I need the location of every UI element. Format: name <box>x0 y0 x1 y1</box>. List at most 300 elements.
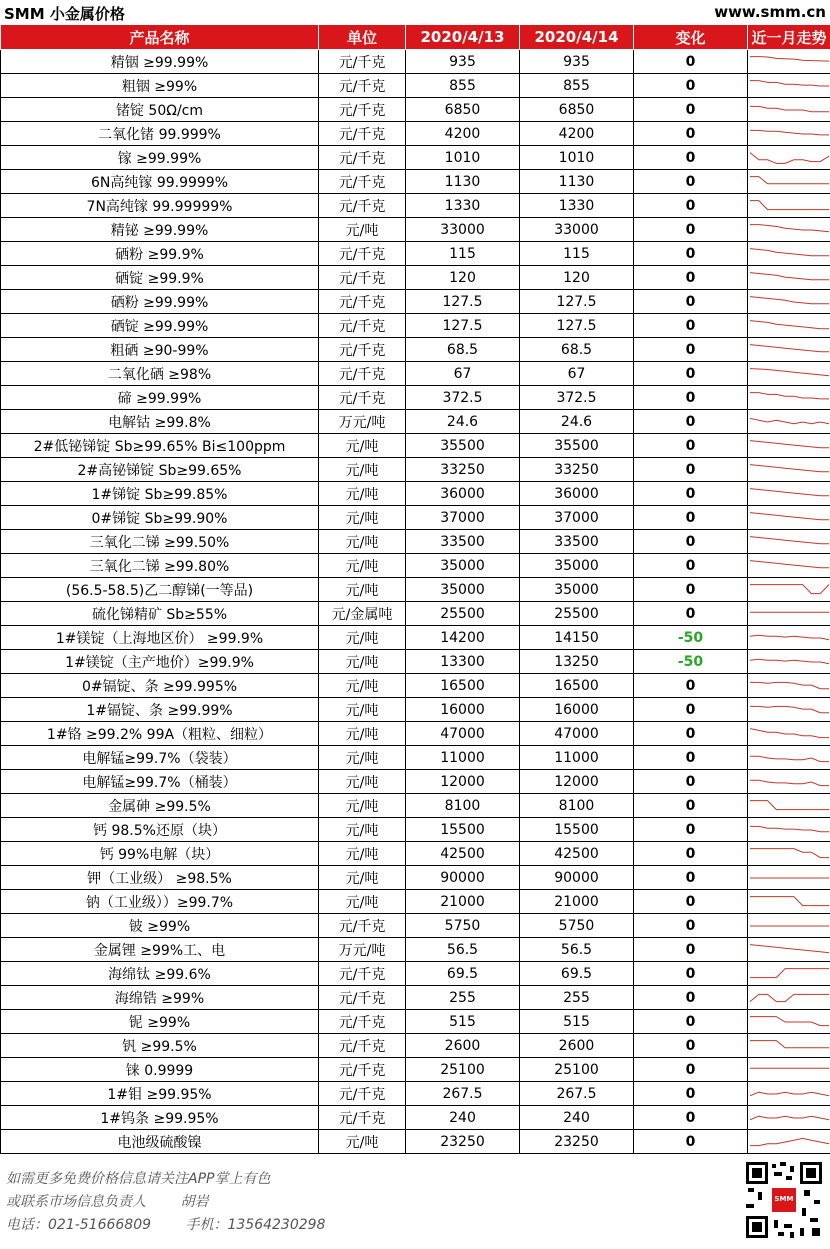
table-row <box>1 50 830 74</box>
trend-sparkline <box>748 890 830 914</box>
trend-sparkline <box>748 746 830 770</box>
price-date1: 35000 <box>406 578 520 602</box>
table-row <box>1 170 830 194</box>
price-date1: 15500 <box>406 818 520 842</box>
trend-sparkline-graphic <box>748 291 830 313</box>
trend-line <box>750 728 829 737</box>
trend-sparkline <box>748 1106 830 1130</box>
price-change: 0 <box>634 866 748 890</box>
unit: 元/千克 <box>319 50 406 74</box>
trend-sparkline <box>748 914 830 938</box>
trend-line <box>750 800 829 809</box>
qr-code[interactable] <box>744 1160 824 1240</box>
price-date2: 935 <box>520 50 634 74</box>
price-date1: 42500 <box>406 842 520 866</box>
unit: 元/千克 <box>319 98 406 122</box>
price-change: 0 <box>634 1130 748 1154</box>
price-change: 0 <box>634 698 748 722</box>
trend-line <box>750 1116 829 1120</box>
price-change: 0 <box>634 1082 748 1106</box>
trend-sparkline <box>748 362 830 386</box>
trend-line <box>750 248 829 255</box>
trend-line <box>750 780 829 785</box>
unit: 元/吨 <box>319 530 406 554</box>
product-name: 1#钼 ≥99.95% <box>1 1082 319 1106</box>
trend-line <box>750 1016 829 1025</box>
trend-sparkline-graphic <box>748 939 830 961</box>
trend-sparkline-graphic <box>748 771 830 793</box>
footer-app-note: 如需更多免费价格信息请关注APP掌上有色 <box>6 1171 271 1187</box>
table-row <box>1 122 830 146</box>
unit: 元/千克 <box>319 986 406 1010</box>
unit: 元/吨 <box>319 698 406 722</box>
unit: 元/吨 <box>319 746 406 770</box>
price-date2: 21000 <box>520 890 634 914</box>
footer-line-3 <box>6 1214 325 1237</box>
table-row <box>1 842 830 866</box>
unit: 元/千克 <box>319 962 406 986</box>
trend-sparkline-graphic <box>748 219 830 241</box>
price-change: 0 <box>634 578 748 602</box>
price-date2: 8100 <box>520 794 634 818</box>
trend-line <box>750 368 829 375</box>
table-row <box>1 938 830 962</box>
table-row <box>1 410 830 434</box>
trend-sparkline <box>748 506 830 530</box>
trend-sparkline <box>748 290 830 314</box>
trend-sparkline-graphic <box>748 987 830 1009</box>
product-name: 2#低铋锑锭 Sb≥99.65% Bi≤100ppm <box>1 434 319 458</box>
trend-sparkline <box>748 170 830 194</box>
trend-line <box>750 706 829 712</box>
price-date2: 115 <box>520 242 634 266</box>
price-date2: 5750 <box>520 914 634 938</box>
price-change: 0 <box>634 674 748 698</box>
price-date1: 67 <box>406 362 520 386</box>
col-header-name: 产品名称 <box>1 25 319 50</box>
product-name: 0#锑锭 Sb≥99.90% <box>1 506 319 530</box>
price-change: 0 <box>634 962 748 986</box>
product-name: 电解钴 ≥99.8% <box>1 410 319 434</box>
price-date2: 1010 <box>520 146 634 170</box>
price-date2: 127.5 <box>520 314 634 338</box>
trend-line <box>750 635 829 640</box>
trend-sparkline <box>748 770 830 794</box>
trend-sparkline-graphic <box>748 1011 830 1033</box>
unit: 元/吨 <box>319 218 406 242</box>
product-name: 电解锰≥99.7%（桶装） <box>1 770 319 794</box>
trend-sparkline <box>748 74 830 98</box>
price-date2: 13250 <box>520 650 634 674</box>
price-date1: 35500 <box>406 434 520 458</box>
trend-line <box>750 848 829 857</box>
product-name: 硒粉 ≥99.9% <box>1 242 319 266</box>
trend-line <box>750 682 829 688</box>
trend-line <box>750 106 829 111</box>
unit: 元/吨 <box>319 626 406 650</box>
trend-line <box>750 200 829 209</box>
table-row <box>1 626 830 650</box>
price-date1: 35000 <box>406 554 520 578</box>
trend-sparkline-graphic <box>748 147 830 169</box>
price-date2: 25100 <box>520 1058 634 1082</box>
footer-mobile: 手机：13564230298 <box>185 1217 326 1233</box>
trend-line <box>750 152 829 163</box>
unit: 元/千克 <box>319 362 406 386</box>
product-name: (56.5-58.5)乙二醇锑(一等品) <box>1 578 319 602</box>
trend-sparkline <box>748 98 830 122</box>
trend-line <box>750 272 829 279</box>
trend-sparkline-graphic <box>748 675 830 697</box>
price-date1: 69.5 <box>406 962 520 986</box>
price-change: 0 <box>634 722 748 746</box>
trend-sparkline-graphic <box>748 795 830 817</box>
trend-sparkline-graphic <box>748 315 830 337</box>
trend-line <box>750 536 829 543</box>
trend-sparkline <box>748 842 830 866</box>
price-date1: 855 <box>406 74 520 98</box>
product-name: 海绵锆 ≥99% <box>1 986 319 1010</box>
price-change: 0 <box>634 506 748 530</box>
price-change: 0 <box>634 770 748 794</box>
price-date1: 11000 <box>406 746 520 770</box>
trend-sparkline <box>748 938 830 962</box>
price-change: 0 <box>634 410 748 434</box>
price-date1: 6850 <box>406 98 520 122</box>
price-date2: 14150 <box>520 626 634 650</box>
trend-sparkline-graphic <box>748 411 830 433</box>
col-header-change: 变化 <box>634 25 748 50</box>
unit: 元/吨 <box>319 842 406 866</box>
price-change: 0 <box>634 266 748 290</box>
table-row <box>1 98 830 122</box>
table-row <box>1 386 830 410</box>
trend-sparkline <box>748 530 830 554</box>
product-name: 电池级硫酸镍 <box>1 1130 319 1154</box>
table-row <box>1 146 830 170</box>
product-name: 铼 0.9999 <box>1 1058 319 1082</box>
price-change: 0 <box>634 338 748 362</box>
unit: 元/吨 <box>319 1130 406 1154</box>
trend-sparkline-graphic <box>748 51 830 73</box>
price-date2: 33250 <box>520 458 634 482</box>
unit: 元/千克 <box>319 74 406 98</box>
product-name: 钾（工业级） ≥98.5% <box>1 866 319 890</box>
table-row <box>1 1106 830 1130</box>
price-date1: 25100 <box>406 1058 520 1082</box>
product-name: 铌 ≥99% <box>1 1010 319 1034</box>
trend-sparkline <box>748 698 830 722</box>
trend-sparkline-graphic <box>748 267 830 289</box>
price-date2: 68.5 <box>520 338 634 362</box>
trend-line <box>750 756 829 761</box>
product-name: 粗硒 ≥90-99% <box>1 338 319 362</box>
trend-line <box>750 1040 829 1047</box>
price-change: 0 <box>634 794 748 818</box>
trend-sparkline <box>748 410 830 434</box>
col-header-date1: 2020/4/13 <box>406 25 520 50</box>
price-change: 0 <box>634 362 748 386</box>
trend-sparkline <box>748 986 830 1010</box>
price-date1: 37000 <box>406 506 520 530</box>
trend-sparkline <box>748 1082 830 1106</box>
price-date1: 12000 <box>406 770 520 794</box>
trend-sparkline-graphic <box>748 699 830 721</box>
table-row <box>1 362 830 386</box>
trend-sparkline <box>748 650 830 674</box>
price-change: 0 <box>634 1034 748 1058</box>
product-name: 硫化锑精矿 Sb≥55% <box>1 602 319 626</box>
price-date2: 120 <box>520 266 634 290</box>
price-date2: 35500 <box>520 434 634 458</box>
trend-sparkline-graphic <box>748 1131 830 1153</box>
price-change: 0 <box>634 890 748 914</box>
price-date1: 1130 <box>406 170 520 194</box>
trend-sparkline <box>748 1034 830 1058</box>
product-name: 粗铟 ≥99% <box>1 74 319 98</box>
trend-line <box>750 56 829 61</box>
price-date2: 12000 <box>520 770 634 794</box>
unit: 元/吨 <box>319 578 406 602</box>
price-date1: 25500 <box>406 602 520 626</box>
product-name: 电解锰≥99.7%（袋装） <box>1 746 319 770</box>
product-name: 0#镉锭、条 ≥99.995% <box>1 674 319 698</box>
unit: 元/千克 <box>319 1058 406 1082</box>
trend-sparkline-graphic <box>748 915 830 937</box>
trend-sparkline-graphic <box>748 363 830 385</box>
table-body <box>1 50 830 1154</box>
trend-sparkline-graphic <box>748 891 830 913</box>
unit: 万元/吨 <box>319 410 406 434</box>
price-date2: 16500 <box>520 674 634 698</box>
trend-line <box>750 80 829 85</box>
unit: 元/千克 <box>319 1082 406 1106</box>
unit: 元/千克 <box>319 914 406 938</box>
price-date2: 42500 <box>520 842 634 866</box>
price-change: 0 <box>634 386 748 410</box>
price-date1: 90000 <box>406 866 520 890</box>
trend-sparkline <box>748 554 830 578</box>
price-date2: 36000 <box>520 482 634 506</box>
product-name: 硒锭 ≥99.99% <box>1 314 319 338</box>
product-name: 硒锭 ≥99.9% <box>1 266 319 290</box>
trend-sparkline-graphic <box>748 1059 830 1081</box>
trend-sparkline-graphic <box>748 99 830 121</box>
trend-sparkline <box>748 1010 830 1034</box>
price-date2: 127.5 <box>520 290 634 314</box>
unit: 元/千克 <box>319 122 406 146</box>
price-date2: 56.5 <box>520 938 634 962</box>
unit: 万元/吨 <box>319 938 406 962</box>
price-change: 0 <box>634 602 748 626</box>
table-row <box>1 290 830 314</box>
price-date1: 16000 <box>406 698 520 722</box>
trend-sparkline-graphic <box>748 507 830 529</box>
price-date2: 16000 <box>520 698 634 722</box>
trend-line <box>750 224 829 231</box>
price-date2: 90000 <box>520 866 634 890</box>
trend-sparkline-graphic <box>748 603 830 625</box>
trend-line <box>750 176 829 183</box>
price-date2: 24.6 <box>520 410 634 434</box>
trend-sparkline-graphic <box>748 171 830 193</box>
price-date2: 515 <box>520 1010 634 1034</box>
price-date2: 15500 <box>520 818 634 842</box>
table-row <box>1 530 830 554</box>
unit: 元/吨 <box>319 770 406 794</box>
price-change: 0 <box>634 146 748 170</box>
product-name: 6N高纯镓 99.9999% <box>1 170 319 194</box>
unit: 元/吨 <box>319 674 406 698</box>
unit: 元/千克 <box>319 338 406 362</box>
unit: 元/吨 <box>319 554 406 578</box>
price-date1: 33000 <box>406 218 520 242</box>
table-row <box>1 338 830 362</box>
trend-sparkline-graphic <box>748 339 830 361</box>
trend-line <box>750 464 829 471</box>
price-change: 0 <box>634 554 748 578</box>
price-change: -50 <box>634 650 748 674</box>
price-change: 0 <box>634 98 748 122</box>
trend-sparkline <box>748 722 830 746</box>
table-header-row <box>1 25 830 50</box>
product-name: 镓 ≥99.99% <box>1 146 319 170</box>
trend-sparkline <box>748 434 830 458</box>
unit: 元/千克 <box>319 290 406 314</box>
price-change: 0 <box>634 458 748 482</box>
unit: 元/吨 <box>319 890 406 914</box>
table-row <box>1 506 830 530</box>
price-date1: 23250 <box>406 1130 520 1154</box>
price-date1: 13300 <box>406 650 520 674</box>
col-header-unit: 单位 <box>319 25 406 50</box>
price-date2: 11000 <box>520 746 634 770</box>
price-change: 0 <box>634 50 748 74</box>
trend-sparkline <box>748 122 830 146</box>
price-date1: 120 <box>406 266 520 290</box>
product-name: 1#钨条 ≥99.95% <box>1 1106 319 1130</box>
table-row <box>1 194 830 218</box>
trend-sparkline-graphic <box>748 651 830 673</box>
product-name: 硒粉 ≥99.99% <box>1 290 319 314</box>
trend-line <box>750 418 829 423</box>
product-name: 金属锂 ≥99%工、电 <box>1 938 319 962</box>
trend-sparkline <box>748 50 830 74</box>
trend-sparkline-graphic <box>748 75 830 97</box>
trend-sparkline <box>748 866 830 890</box>
unit: 元/千克 <box>319 146 406 170</box>
product-name: 铍 ≥99% <box>1 914 319 938</box>
product-name: 锗锭 50Ω/cm <box>1 98 319 122</box>
table-row <box>1 722 830 746</box>
price-date1: 16500 <box>406 674 520 698</box>
trend-line <box>750 560 829 567</box>
product-name: 精铋 ≥99.99% <box>1 218 319 242</box>
price-date2: 1130 <box>520 170 634 194</box>
price-date2: 6850 <box>520 98 634 122</box>
price-change: 0 <box>634 746 748 770</box>
top-bar <box>0 0 830 24</box>
trend-sparkline-graphic <box>748 843 830 865</box>
trend-sparkline-graphic <box>748 747 830 769</box>
trend-sparkline-graphic <box>748 459 830 481</box>
price-date2: 47000 <box>520 722 634 746</box>
trend-sparkline <box>748 962 830 986</box>
trend-sparkline <box>748 794 830 818</box>
trend-line <box>750 344 829 351</box>
price-date2: 35000 <box>520 578 634 602</box>
price-date1: 2600 <box>406 1034 520 1058</box>
trend-sparkline-graphic <box>748 123 830 145</box>
trend-line <box>750 392 829 398</box>
trend-sparkline-graphic <box>748 627 830 649</box>
trend-sparkline <box>748 1058 830 1082</box>
trend-sparkline-graphic <box>748 387 830 409</box>
table-row <box>1 242 830 266</box>
product-name: 三氧化二锑 ≥99.50% <box>1 530 319 554</box>
price-date1: 240 <box>406 1106 520 1130</box>
unit: 元/吨 <box>319 818 406 842</box>
trend-line <box>750 1138 829 1145</box>
table-row <box>1 890 830 914</box>
trend-sparkline-graphic <box>748 555 830 577</box>
trend-line <box>750 994 829 1001</box>
trend-line <box>750 896 829 905</box>
table-row <box>1 986 830 1010</box>
trend-sparkline <box>748 482 830 506</box>
price-date1: 515 <box>406 1010 520 1034</box>
site-url: www.smm.cn <box>714 3 826 21</box>
price-change: 0 <box>634 1010 748 1034</box>
table-row <box>1 770 830 794</box>
trend-sparkline-graphic <box>748 1107 830 1129</box>
price-date1: 24.6 <box>406 410 520 434</box>
price-change: 0 <box>634 842 748 866</box>
price-date2: 69.5 <box>520 962 634 986</box>
unit: 元/千克 <box>319 1034 406 1058</box>
product-name: 2#高铋锑锭 Sb≥99.65% <box>1 458 319 482</box>
table-row <box>1 266 830 290</box>
price-date1: 255 <box>406 986 520 1010</box>
price-date1: 372.5 <box>406 386 520 410</box>
price-change: 0 <box>634 242 748 266</box>
table-row <box>1 74 830 98</box>
price-date2: 240 <box>520 1106 634 1130</box>
trend-sparkline-graphic <box>748 819 830 841</box>
trend-line <box>750 584 829 593</box>
trend-sparkline <box>748 674 830 698</box>
table-row <box>1 554 830 578</box>
table-row <box>1 434 830 458</box>
trend-sparkline <box>748 818 830 842</box>
trend-line <box>750 296 829 303</box>
price-date2: 4200 <box>520 122 634 146</box>
table-row <box>1 1010 830 1034</box>
table-row <box>1 602 830 626</box>
trend-sparkline-graphic <box>748 867 830 889</box>
table-row <box>1 674 830 698</box>
trend-line <box>750 659 829 664</box>
table-row <box>1 1082 830 1106</box>
footer <box>6 1168 325 1237</box>
price-date1: 47000 <box>406 722 520 746</box>
price-change: 0 <box>634 194 748 218</box>
product-name: 碲 ≥99.99% <box>1 386 319 410</box>
trend-sparkline-graphic <box>748 1083 830 1105</box>
table-row <box>1 746 830 770</box>
price-date2: 855 <box>520 74 634 98</box>
price-change: 0 <box>634 74 748 98</box>
